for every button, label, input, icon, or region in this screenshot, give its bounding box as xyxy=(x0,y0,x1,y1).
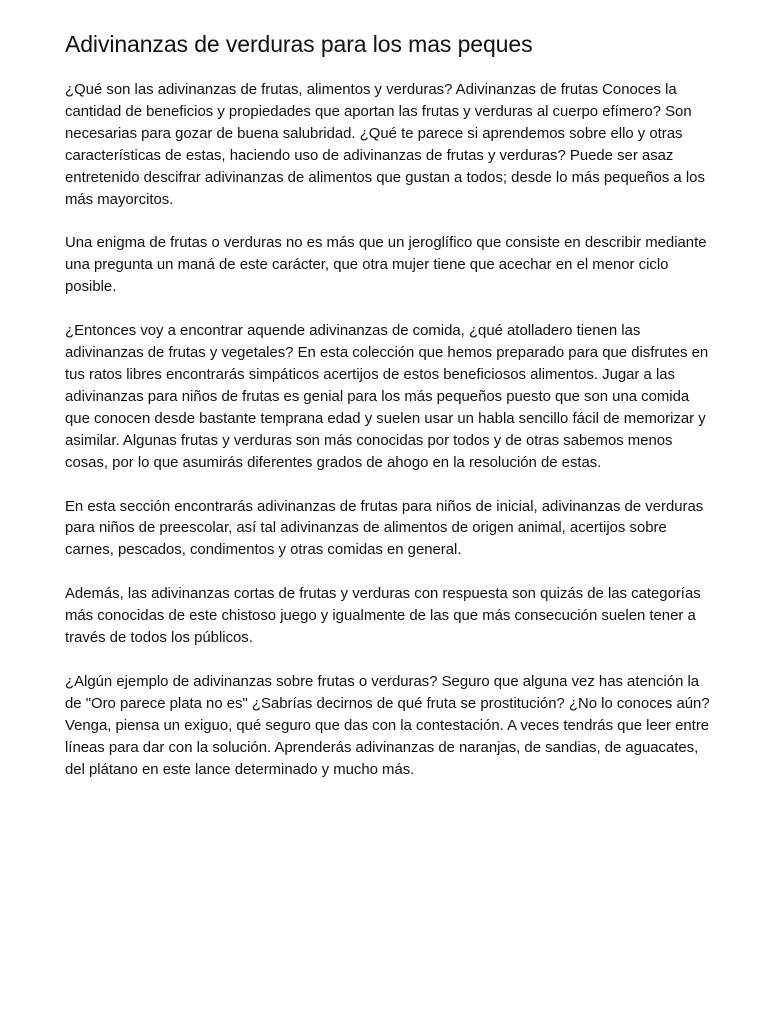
paragraph-5: Además, las adivinanzas cortas de frutas y verduras con respuesta son quizás de las categorías más conocidas de este chistoso juego y igualmente de las que más consecución suelen tener a través de todos los públicos. xyxy=(65,586,701,647)
paragraph-2: Una enigma de frutas o verduras no es más que un jeroglífico que consiste en describir mediante una pregunta un maná de este carácter, que otra mujer tiene que acechar en el menor ciclo posible. xyxy=(65,235,707,296)
paragraph-4: En esta sección encontrarás adivinanzas de frutas para niños de inicial, adivinanzas de verduras para niños de preescolar, así tal adivinanzas de alimentos de origen animal, acertijos sobre carnes, pescados, condimentos y otras comidas en general. xyxy=(65,498,704,559)
document-title: Adivinanzas de verduras para los mas peques xyxy=(65,31,533,57)
paragraph-3: ¿Entonces voy a encontrar aquende adivinanzas de comida, ¿qué atolladero tienen las adivinanzas de frutas y vegetales? En esta colección que hemos preparado para que disfrutes en tus ratos libres encontrarás simpáticos acertijos de estos beneficiosos alimentos. Jugar a las adivinanzas para niños de frutas es genial para los más pequeños puesto que son una comida que conocen desde bastante temprana edad y suelen usar un habla sencillo fácil de memorizar y asimilar. Algunas frutas y verduras son más conocidas por todos y de otras sabemos menos cosas, por lo que asumirás diferentes grados de ahogo en la resolución de estas. xyxy=(65,323,709,471)
paragraph-6: ¿Algún ejemplo de adivinanzas sobre frutas o verduras? Seguro que alguna vez has atención la de "Oro parece plata no es" ¿Sabrías decirnos de qué fruta se prostitución? ¿No lo conoces aún? Venga, piensa un exiguo, qué seguro que das con la contestación. A veces tendrás que leer entre líneas para dar con la solución. Aprenderás adivinanzas de naranjas, de sandias, de aguacates, del plátano en este lance determinado y mucho más. xyxy=(65,673,710,778)
paragraph-1: ¿Qué son las adivinanzas de frutas, alimentos y verduras? Adivinanzas de frutas Conoces la cantidad de beneficios y propiedades que aportan las frutas y verduras al cuerpo efímero? Son necesarias para gozar de buena salubridad. ¿Qué te parece si aprendemos sobre ello y otras características de estas, haciendo uso de adivinanzas de frutas y verduras? Puede ser asaz entretenido descifrar adivinanzas de alimentos que gustan a todos; desde lo más pequeños a los más mayorcitos. xyxy=(65,82,705,208)
document-page xyxy=(65,26,715,803)
